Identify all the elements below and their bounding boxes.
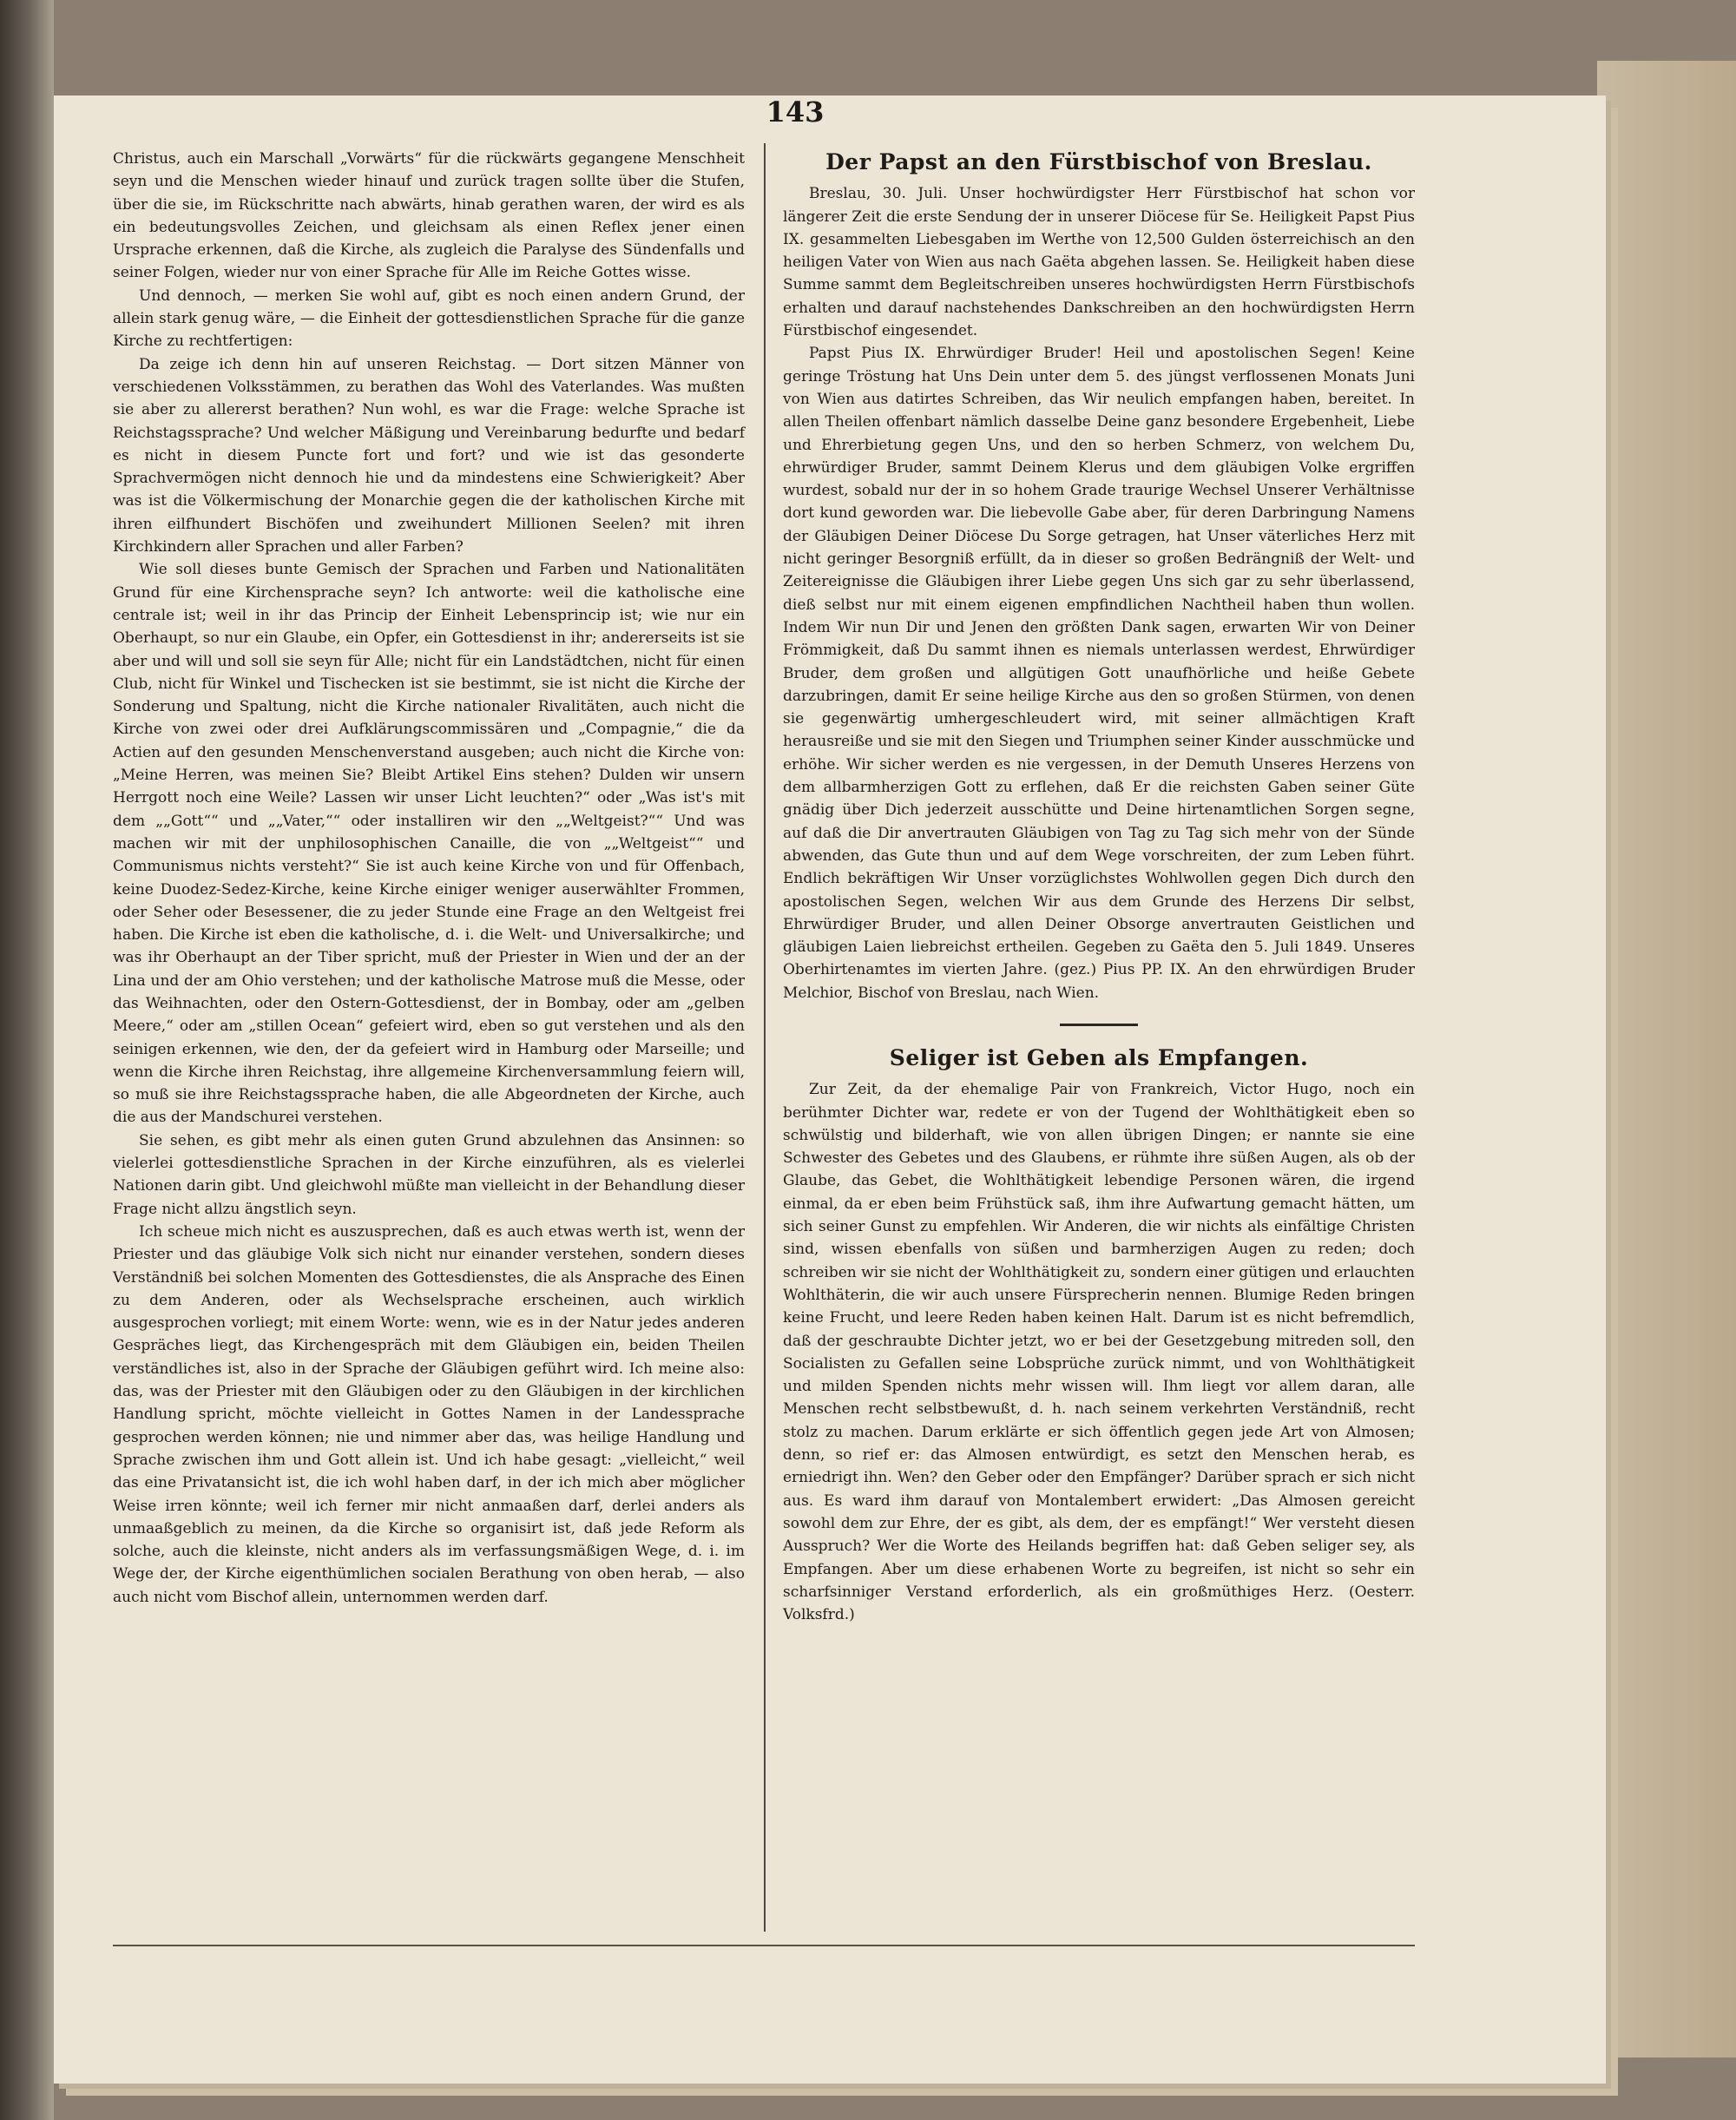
paragraph: Ich scheue mich nicht es auszusprechen, daß es auch etwas werth ist, wenn der Priester und das gläubige Volk sich nicht nur einander verstehen, sondern dieses Verständniß bei solchen Momenten des Gottesdienstes, die als Ansprache des Einen zu dem Anderen, oder als Wechselsprache erscheinen, auch wirklich ausgesprochen vorliegt; mit einem Worte: wenn, wie es in der Natur jedes anderen Gespräches liegt, das Kirchengespräch mit dem Gläubigen ein, beiden Theilen verständliches ist, also in der Sprache der Gläubigen geführt wird. Ich meine also: das, was der Priester mit den Gläubigen oder zu den Gläubigen in der kirchlichen Handlung spricht, möchte vielleicht in Gottes Namen in der Landessprache gesprochen werden können; nie und nimmer aber das, was heilige Handlung und Sprache zwischen ihm und Gott allein ist. Und ich habe gesagt: „vielleicht,“ weil das eine Privatansicht ist, die ich wohl haben darf, in der ich mich aber möglicher Weise irren könnte; weil ich ferner mir nicht anmaaßen darf, derlei anders als unmaaßgeblich zu meinen, da die Kirche so organisirt ist, daß jede Reform als solche, auch die kleinste, nicht anders als im verfassungsmäßigen Wege, d. i. im Wege der, der Kirche eigenthümlichen socialen Berathung von oben herab, — also auch nicht vom Bischof allein, unternommen werden darf. <box>113 1222 745 1606</box>
paragraph: Wie soll dieses bunte Gemisch der Sprachen und Farben und Nationalitäten Grund für eine Kirchensprache seyn? Ich antworte: weil die katholische eine centrale ist; weil in ihr das Princip der Einheit Lebensprincip ist; wie nur ein Oberhaupt, so nur ein Glaube, ein Opfer, ein Gottesdienst in ihr; andererseits ist sie aber und will und soll sie seyn für Alle; nicht für ein Landstädtchen, nicht für einen Club, nicht für Winkel und Tischecken ist sie bestimmt, sie ist nicht die Kirche der Sonderung und Spaltung, nicht die Kirche nationaler Rivalitäten, auch nicht die Kirche von zwei oder drei Aufklärungscommissären und „Compagnie,“ die da Actien auf den gesunden Menschenverstand ausgeben; auch nicht die Kirche von: „Meine Herren, was meinen Sie? Bleibt Artikel Eins stehen? Dulden wir unsern Herrgott noch eine Weile? Lassen wir unser Licht leuchten?“ oder „Was ist's mit dem „„Gott““ und „„Vater,““ oder installiren wir den „„Weltgeist?““ Und was machen wir mit der unphilosophischen Canaille, die von „„Weltgeist““ und Communismus nichts versteht?“ Sie ist auch keine Kirche von und für Offenbach, keine Duodez-Sedez-Kirche, keine Kirche einiger weniger auserwählter Frommen, oder Seher oder Besessener, die zu jeder Stunde eine Frage an den Weltgeist frei haben. Die Kirche ist eben die katholische, d. i. die Welt- und Universalkirche; und was ihr Oberhaupt an der Tiber spricht, muß der Priester in Wien und der an der Lina und der am Ohio verstehen; und der katholische Matrose muß die Messe, oder das Weihnachten, oder den Ostern-Gottesdienst, der in Bombay, oder am „gelben Meere,“ oder am „stillen Ocean“ gefeiert wird, eben so gut verstehen und als den seinigen erkennen, wie den, der da gefeiert wird in Hamburg oder Marseille; und wenn die Kirche ihren Reichstag, ihre allgemeine Kirchenversammlung feiern will, so muß sie ihre Reichstagssprache haben, die alle Abgeordneten der Kirche, auch die aus der Mandschurei verstehen. <box>113 561 745 1127</box>
article-separator <box>1060 1024 1138 1026</box>
paragraph: Christus, auch ein Marschall „Vorwärts“ für die rückwärts gegangene Menschheit seyn und die Menschen wieder hinauf und zurück tragen sollte über die Stufen, über die sie, im Rückschritte nach abwärts, hinab gerathen waren, der wird es als ein bedeutungsvolles Zeichen, und gleichsam als einen Reflex jener einen Ursprache erkennen, daß die Kirche, als zugleich die Paralyse des Sündenfalls und seiner Folgen, wieder nur von einer Sprache für Alle im Reiche Gottes wisse. <box>113 150 745 282</box>
paragraph: Papst Pius IX. Ehrwürdiger Bruder! Heil und apostolischen Segen! Keine geringe Tröstung hat Uns Dein unter dem 5. des jüngst verflossenen Monats Juni von Wien aus datirtes Schreiben, das Wir neulich empfangen haben, bereitet. In allen Theilen offenbart nämlich dasselbe Deine ganz besondere Ergebenheit, Liebe und Ehrerbietung gegen Uns, und den so herben Schmerz, von welchem Du, ehrwürdiger Bruder, sammt Deinem Klerus und dem gläubigen Volke ergriffen wurdest, sobald nur der in so hohem Grade traurige Wechsel Unserer Verhältnisse dort kund geworden war. Die liebevolle Gabe aber, für deren Darbringung Namens der Gläubigen Deiner Diöcese Du Sorge getragen, hat Unser väterliches Herz mit nicht geringer Besorgniß erfüllt, da in dieser so großen Bedrängniß der Welt- und Zeitereignisse die Gläubigen ihrer Liebe gegen Uns sich gar zu sehr überlassend, dieß selbst nur mit einem eigenen empfindlichen Nachtheil haben thun wollen. Indem Wir nun Dir und Jenen den größten Dank sagen, erwarten Wir von Deiner Frömmigkeit, daß Du sammt ihnen es niemals unterlassen werdest, Ehrwürdiger Bruder, dem großen und allgütigen Gott unaufhörliche und heiße Gebete darzubringen, damit Er seine heilige Kirche aus den so großen Stürmen, von denen sie gegenwärtig umhergeschleudert wird, mit seiner allmächtigen Kraft herausreiße und sie mit den Siegen und Triumphen seiner Kinder ausschmücke und erhöhe. Wir sicher werden es nie vergessen, in der Demuth Unseres Herzens von dem allbarmherzigen Gott zu erflehen, daß Er die reichsten Gaben seiner Güte gnädig über Dich jederzeit ausschütte und Deine hirtenamtlichen Sorgen segne, auf daß die Dir anvertrauten Gläubigen von Tag zu Tag sich mehr von der Sünde abwenden, das Gute thun und auf dem Wege vorschreiten, der zum Leben führt. Endlich bekräftigen Wir Unser vorzüglichstes Wohlwollen gegen Dich durch den apostolischen Segen, welchen Wir aus dem Grunde des Herzens Dir selbst, Ehrwürdiger Bruder, und allen Deiner Obsorge anvertrauten Geistlichen und gläubigen Laien liebreichst ertheilen. Gegeben zu Gaëta den 5. Juli 1849. Unseres Oberhirtenamtes im vierten Jahre. (gez.) Pius PP. IX. An den ehrwürdigen Bruder Melchior, Bischof von Breslau, nach Wien. <box>783 345 1415 1002</box>
book-binding-left <box>0 0 54 2120</box>
right-column <box>783 148 1415 1626</box>
column-divider <box>764 143 766 1932</box>
paragraph: Sie sehen, es gibt mehr als einen guten Grund abzulehnen das Ansinnen: so vielerlei gottesdienstliche Sprachen in der Kirche einzuführen, als es vielerlei Nationen darin gibt. Und gleichwohl müßte man vielleicht in der Behandlung dieser Frage nicht allzu ängstlich seyn. <box>113 1131 745 1218</box>
paragraph: Breslau, 30. Juli. Unser hochwürdigster Herr Fürstbischof hat schon vor längerer Zeit die erste Sendung der in unserer Diöcese für Se. Heiligkeit Papst Pius IX. gesammelten Liebesgaben im Werthe von 12,500 Gulden österreichisch an den heiligen Vater von Wien aus nach Gaëta abgehen lassen. Se. Heiligkeit haben diese Summe sammt dem Begleitschreiben unseres hochwürdigsten Herrn Fürstbischofs erhalten und darauf nachstehendes Dankschreiben an den hochwürdigsten Herrn Fürstbischof eingesendet. <box>783 185 1415 340</box>
article-headline-papst: Der Papst an den Fürstbischof von Breslau. <box>825 149 1372 174</box>
left-column <box>113 148 745 1609</box>
book-cover-board <box>1597 61 1736 2057</box>
paragraph: Und dennoch, — merken Sie wohl auf, gibt es noch einen andern Grund, der allein stark genug wäre, — die Einheit der gottesdienstlichen Sprache für die ganze Kirche zu rechtfertigen: <box>113 286 745 351</box>
footer-rule <box>113 1945 1415 1946</box>
page-number: 143 <box>766 95 825 128</box>
article-headline-geben: Seliger ist Geben als Empfangen. <box>889 1044 1309 1070</box>
paragraph: Zur Zeit, da der ehemalige Pair von Frankreich, Victor Hugo, noch ein berühmter Dichter war, redete er von der Tugend der Wohlthätigkeit eben so schwülstig und bilderhaft, wie von allen übrigen Dingen; er nannte sie eine Schwester des Gebetes und des Glaubens, er rühmte ihre süßen Augen, als ob der Glaube, das Gebet, die Wohlthätigkeit lebendige Personen wären, die irgend einmal, da er eben beim Frühstück saß, ihm ihre Aufwartung gemacht hätten, um sich seiner Gunst zu empfehlen. Wir Anderen, die wir nichts als einfältige Christen sind, wissen ebenfalls von süßen und barmherzigen Augen zu reden; doch schreiben wir sie nicht der Wohlthätigkeit zu, sondern einer gütigen und erlauchten Wohlthäterin, die wir auch unsere Fürsprecherin nennen. Blumige Reden bringen keine Frucht, und leere Reden haben keinen Halt. Darum ist es nicht befremdlich, daß der geschraubte Dichter jetzt, wo er bei der Gesetzgebung mitreden soll, den Socialisten zu Gefallen seine Lobsprüche zurück nimmt, und von Wohlthätigkeit und milden Spenden nichts mehr wissen will. Ihm liegt vor allem daran, alle Menschen recht selbstbewußt, d. h. nach seinem verkehrten Verständniß, recht stolz zu machen. Darum erklärte er sich öffentlich gegen jede Art von Almosen; denn, so rief er: das Almosen entwürdigt, es setzt den Menschen herab, es erniedrigt ihn. Wen? den Geber oder den Empfänger? Darüber sprach er sich nicht aus. Es ward ihm darauf von Montalembert erwidert: „Das Almosen gereicht sowohl dem zur Ehre, der es gibt, als dem, der es empfängt!“ Wer versteht diesen Ausspruch? Wer die Worte des Heilands begriffen hat: daß Geben seliger sey, als Empfangen. Aber um diese erhabenen Worte zu begreifen, ist nicht so sehr ein scharfsinniger Verstand erforderlich, als ein großmüthiges Herz. (Oesterr. Volksfrd.) <box>783 1081 1415 1624</box>
paragraph: Da zeige ich denn hin auf unseren Reichstag. — Dort sitzen Männer von verschiedenen Volksstämmen, zu berathen das Wohl des Vaterlandes. Was mußten sie aber zu allererst berathen? Nun wohl, es war die Frage: welche Sprache ist Reichstagssprache? Und welcher Mäßigung und Vereinbarung bedurfte und bedarf es nicht in diesem Puncte fort und fort? und wie ist das gesonderte Sprachvermögen nicht dennoch hie und da mindestens eine Schwierigkeit? Aber was ist die Völkermischung der Monarchie gegen die der katholischen Kirche mit ihren eilfhundert Bischöfen und zweihundert Millionen Seelen? mit ihren Kirchkindern aller Sprachen und aller Farben? <box>113 355 745 556</box>
